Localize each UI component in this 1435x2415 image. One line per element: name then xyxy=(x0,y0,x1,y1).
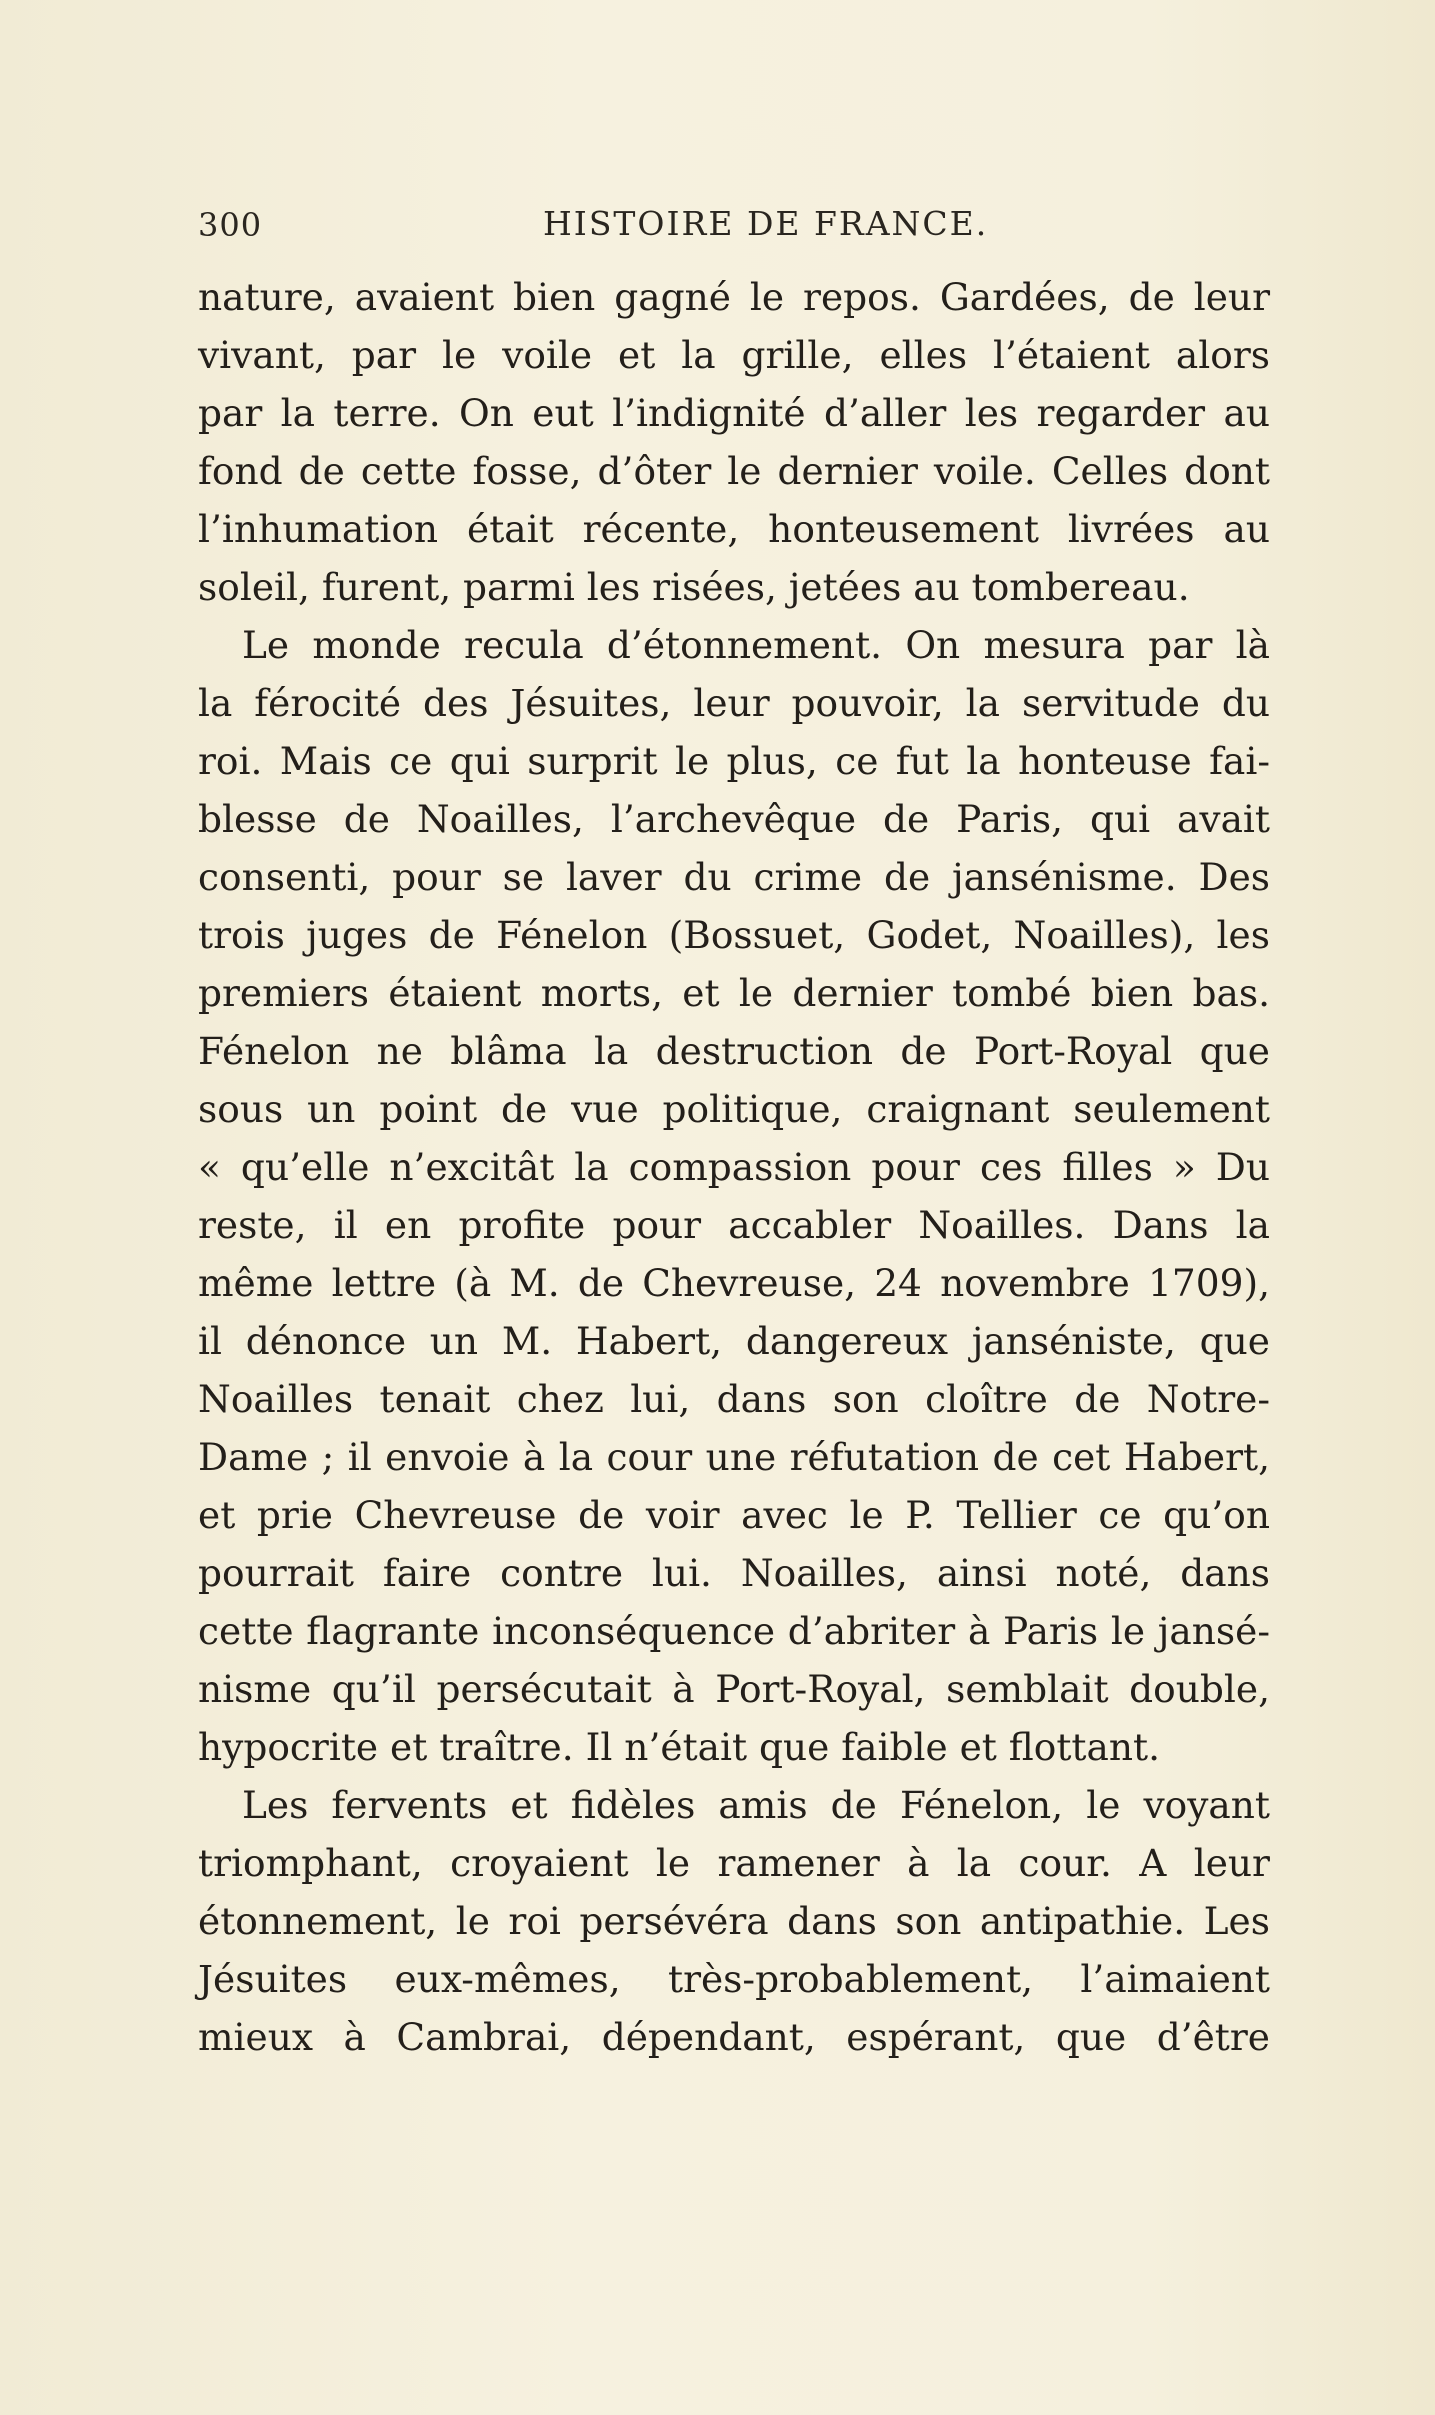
text-line: Noailles tenait chez lui, dans son cloître de Notre- xyxy=(198,1377,1270,1421)
text-line: blesse de Noailles, l’archevêque de Paris, qui avait xyxy=(198,797,1270,841)
running-title: HISTOIRE DE FRANCE. xyxy=(543,204,989,243)
text-line: et prie Chevreuse de voir avec le P. Tellier ce qu’on xyxy=(198,1493,1270,1537)
text-line: étonnement, le roi persévéra dans son antipathie. Les xyxy=(198,1899,1270,1943)
text-line: vivant, par le voile et la grille, elles l’étaient alors xyxy=(198,333,1270,377)
page-header xyxy=(198,200,1273,256)
body-text xyxy=(198,268,1270,2066)
page-number: 300 xyxy=(198,206,263,244)
text-line: reste, il en profite pour accabler Noailles. Dans la xyxy=(198,1203,1270,1247)
text-line: triomphant, croyaient le ramener à la cour. A leur xyxy=(198,1841,1270,1885)
text-line: consenti, pour se laver du crime de jansénisme. Des xyxy=(198,855,1270,899)
text-line: par la terre. On eut l’indignité d’aller les regarder au xyxy=(198,391,1270,435)
text-line: trois juges de Fénelon (Bossuet, Godet, Noailles), les xyxy=(198,913,1270,957)
text-line: roi. Mais ce qui surprit le plus, ce fut la honteuse fai- xyxy=(198,739,1270,783)
text-line: nisme qu’il persécutait à Port-Royal, semblait double, xyxy=(198,1667,1270,1711)
text-line: hypocrite et traître. Il n’était que faible et flottant. xyxy=(198,1725,1160,1769)
text-line: la férocité des Jésuites, leur pouvoir, la servitude du xyxy=(198,681,1270,725)
text-line: Dame ; il envoie à la cour une réfutation de cet Habert, xyxy=(198,1435,1270,1479)
text-line: premiers étaient morts, et le dernier tombé bien bas. xyxy=(198,971,1270,1015)
text-line: sous un point de vue politique, craignant seulement xyxy=(198,1087,1270,1131)
text-line: Les fervents et fidèles amis de Fénelon, le voyant xyxy=(242,1783,1270,1827)
text-line: même lettre (à M. de Chevreuse, 24 novembre 1709), xyxy=(198,1261,1270,1305)
text-line: nature, avaient bien gagné le repos. Gardées, de leur xyxy=(198,275,1270,319)
text-line: il dénonce un M. Habert, dangereux janséniste, que xyxy=(198,1319,1270,1363)
text-line: fond de cette fosse, d’ôter le dernier voile. Celles dont xyxy=(198,449,1270,493)
text-line: cette flagrante inconséquence d’abriter à Paris le jansé- xyxy=(198,1609,1270,1653)
text-line: Jésuites eux-mêmes, très-probablement, l’aimaient xyxy=(198,1957,1270,2001)
text-line: soleil, furent, parmi les risées, jetées au tombereau. xyxy=(198,565,1190,609)
text-line: Le monde recula d’étonnement. On mesura par là xyxy=(242,623,1270,667)
text-line: « qu’elle n’excitât la compassion pour ces filles » Du xyxy=(198,1145,1270,1189)
text-line: l’inhumation était récente, honteusement livrées au xyxy=(198,507,1270,551)
text-line: mieux à Cambrai, dépendant, espérant, que d’être xyxy=(198,2015,1270,2059)
text-line: pourrait faire contre lui. Noailles, ainsi noté, dans xyxy=(198,1551,1270,1595)
text-line: Fénelon ne blâma la destruction de Port-Royal que xyxy=(198,1029,1270,1073)
